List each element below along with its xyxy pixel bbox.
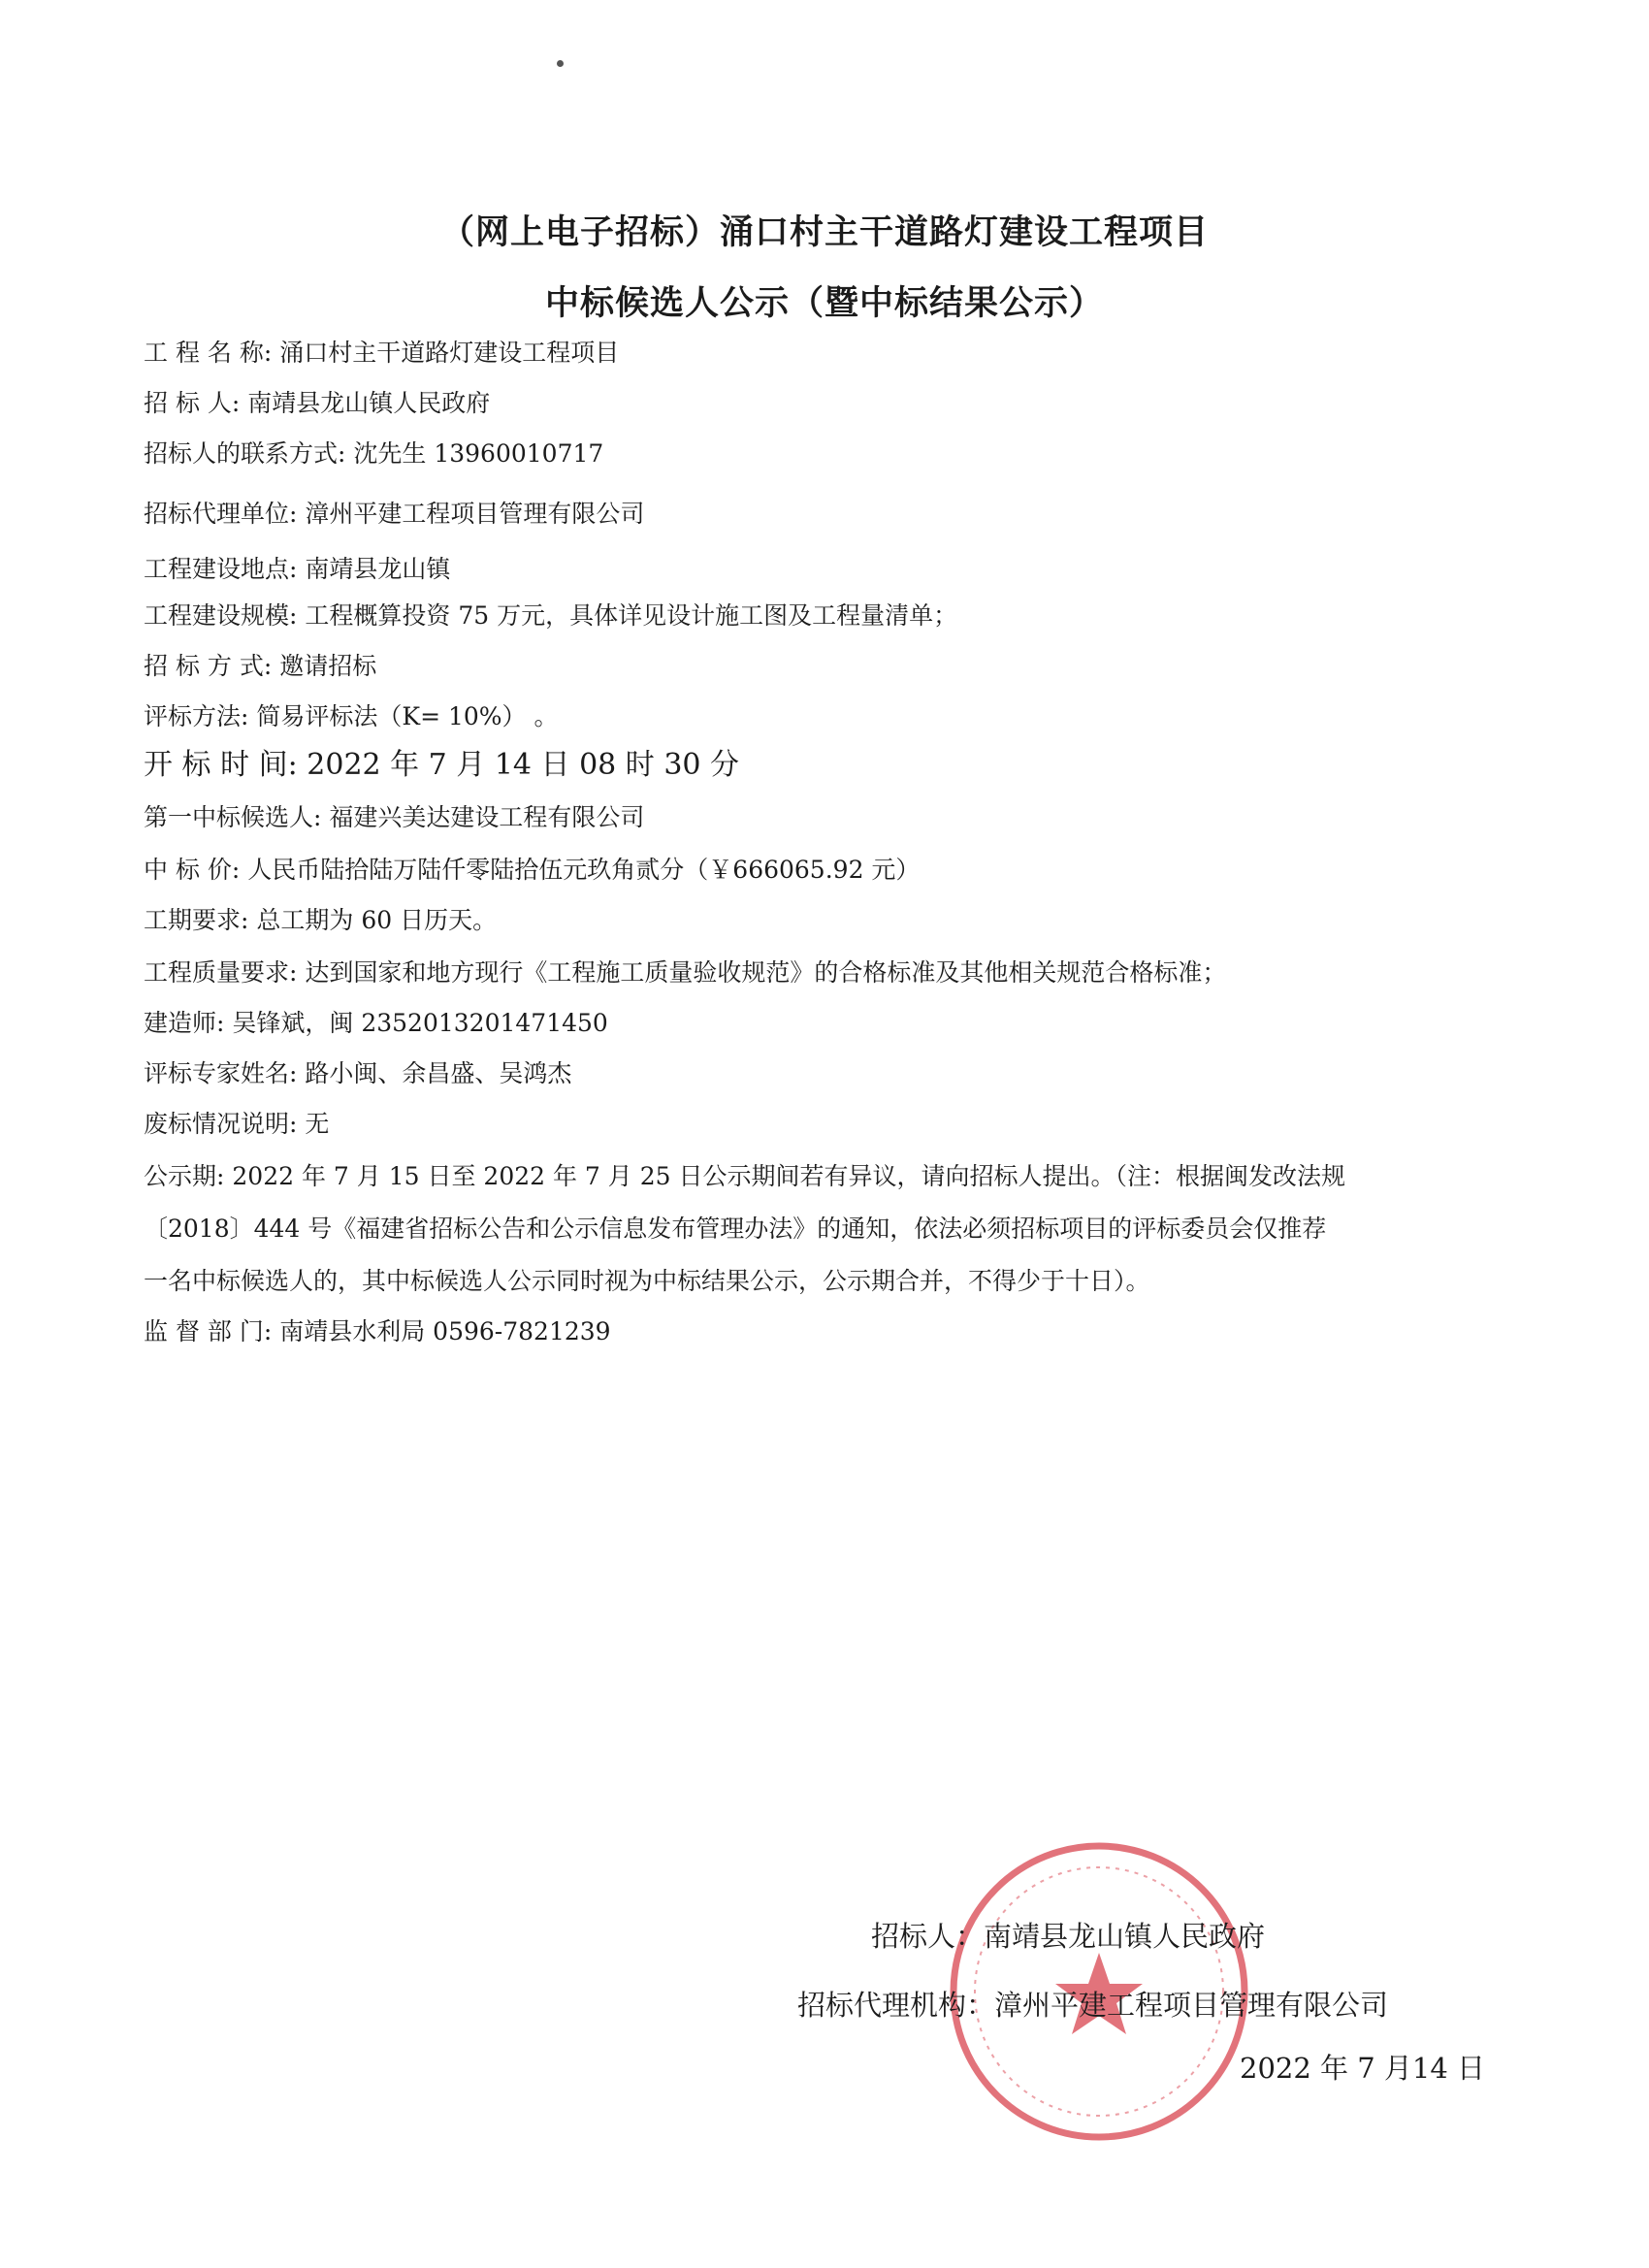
field-value: 南靖县龙山镇人民政府 bbox=[247, 389, 491, 417]
field-value: 总工期为 60 日历天。 bbox=[256, 906, 498, 934]
field-invalid-bid bbox=[144, 1108, 1511, 1141]
scan-speck bbox=[557, 60, 564, 67]
field-value: 无 bbox=[305, 1110, 330, 1138]
field-label: 评标方法: bbox=[144, 702, 249, 730]
footer-tenderer: 招标人：南靖县龙山镇人民政府 bbox=[871, 1920, 1266, 1953]
field-first-candidate bbox=[144, 801, 1511, 834]
field-value: 南靖县龙山镇 bbox=[305, 555, 451, 583]
field-label: 工期要求: bbox=[144, 906, 249, 934]
field-location bbox=[144, 553, 1511, 586]
field-value: 吴锋斌，闽 2352013201471450 bbox=[232, 1009, 608, 1037]
field-label: 招标代理单位: bbox=[144, 500, 298, 528]
field-value: 涌口村主干道路灯建设工程项目 bbox=[279, 339, 620, 367]
field-contact bbox=[144, 437, 1511, 470]
field-quality bbox=[144, 956, 1511, 989]
field-value: 简易评标法（K= 10%） 。 bbox=[256, 702, 559, 730]
field-label: 工程建设地点: bbox=[144, 555, 298, 583]
footer-date: 2022 年 7 月14 日 bbox=[1240, 2052, 1486, 2085]
field-opening-time bbox=[144, 749, 1511, 782]
field-label: 招 标 人: bbox=[144, 389, 241, 417]
field-value: 工程概算投资 75 万元，具体详见设计施工图及工程量清单； bbox=[305, 601, 958, 630]
field-supervisor bbox=[144, 1315, 1511, 1348]
field-label: 废标情况说明: bbox=[144, 1110, 298, 1138]
field-publicity bbox=[144, 1160, 1511, 1193]
field-label: 工 程 名 称: bbox=[144, 339, 273, 367]
field-publicity-line2: 〔2018〕444 号《福建省招标公告和公示信息发布管理办法》的通知，依法必须招标项目的评标委员会仅推荐 bbox=[144, 1215, 1327, 1243]
field-constructor bbox=[144, 1007, 1511, 1040]
field-project-name bbox=[144, 337, 1511, 370]
footer-agency: 招标代理机构：漳州平建工程项目管理有限公司 bbox=[797, 1989, 1389, 2022]
field-label: 第一中标候选人: bbox=[144, 803, 322, 831]
field-method bbox=[144, 650, 1511, 683]
field-label: 工程质量要求: bbox=[144, 958, 298, 987]
field-bid-price bbox=[144, 854, 1511, 887]
field-scale bbox=[144, 599, 1511, 632]
field-label: 招标人的联系方式: bbox=[144, 439, 346, 468]
field-value: 达到国家和地方现行《工程施工质量验收规范》的合格标准及其他相关规范合格标准； bbox=[305, 958, 1227, 987]
field-value: 2022 年 7 月 15 日至 2022 年 7 月 25 日公示期间若有异议，请向招标人提出。（注：根据闽发改法规 bbox=[232, 1162, 1345, 1190]
field-value: 2022 年 7 月 14 日 08 时 30 分 bbox=[307, 748, 740, 782]
field-publicity-line3: 一名中标候选人的，其中标候选人公示同时视为中标结果公示，公示期合并，不得少于十日）。 bbox=[144, 1267, 1150, 1295]
field-evaluation bbox=[144, 700, 1511, 733]
field-value: 路小闽、余昌盛、吴鸿杰 bbox=[305, 1059, 572, 1087]
field-label: 评标专家姓名: bbox=[144, 1059, 298, 1087]
field-label: 公示期: bbox=[144, 1162, 225, 1190]
field-value: 福建兴美达建设工程有限公司 bbox=[329, 803, 645, 831]
field-experts bbox=[144, 1057, 1511, 1090]
title-line-2: 中标候选人公示（暨中标结果公示） bbox=[544, 284, 1104, 323]
field-value: 南靖县水利局 0596-7821239 bbox=[279, 1317, 611, 1345]
field-value: 漳州平建工程项目管理有限公司 bbox=[305, 500, 645, 528]
field-label: 监 督 部 门: bbox=[144, 1317, 273, 1345]
field-label: 工程建设规模: bbox=[144, 601, 298, 630]
field-value: 人民币陆拾陆万陆仟零陆拾伍元玖角贰分（￥666065.92 元） bbox=[247, 856, 921, 884]
field-label: 中 标 价: bbox=[144, 856, 241, 884]
field-label: 招 标 方 式: bbox=[144, 652, 273, 680]
field-tenderer bbox=[144, 387, 1511, 420]
field-agency bbox=[144, 498, 1511, 531]
field-value: 邀请招标 bbox=[279, 652, 377, 680]
title-line-1: （网上电子招标）涌口村主干道路灯建设工程项目 bbox=[439, 213, 1209, 252]
field-duration bbox=[144, 904, 1511, 937]
field-value: 沈先生 13960010717 bbox=[353, 439, 604, 468]
field-label: 建造师: bbox=[144, 1009, 225, 1037]
field-label: 开 标 时 间: bbox=[144, 748, 298, 782]
